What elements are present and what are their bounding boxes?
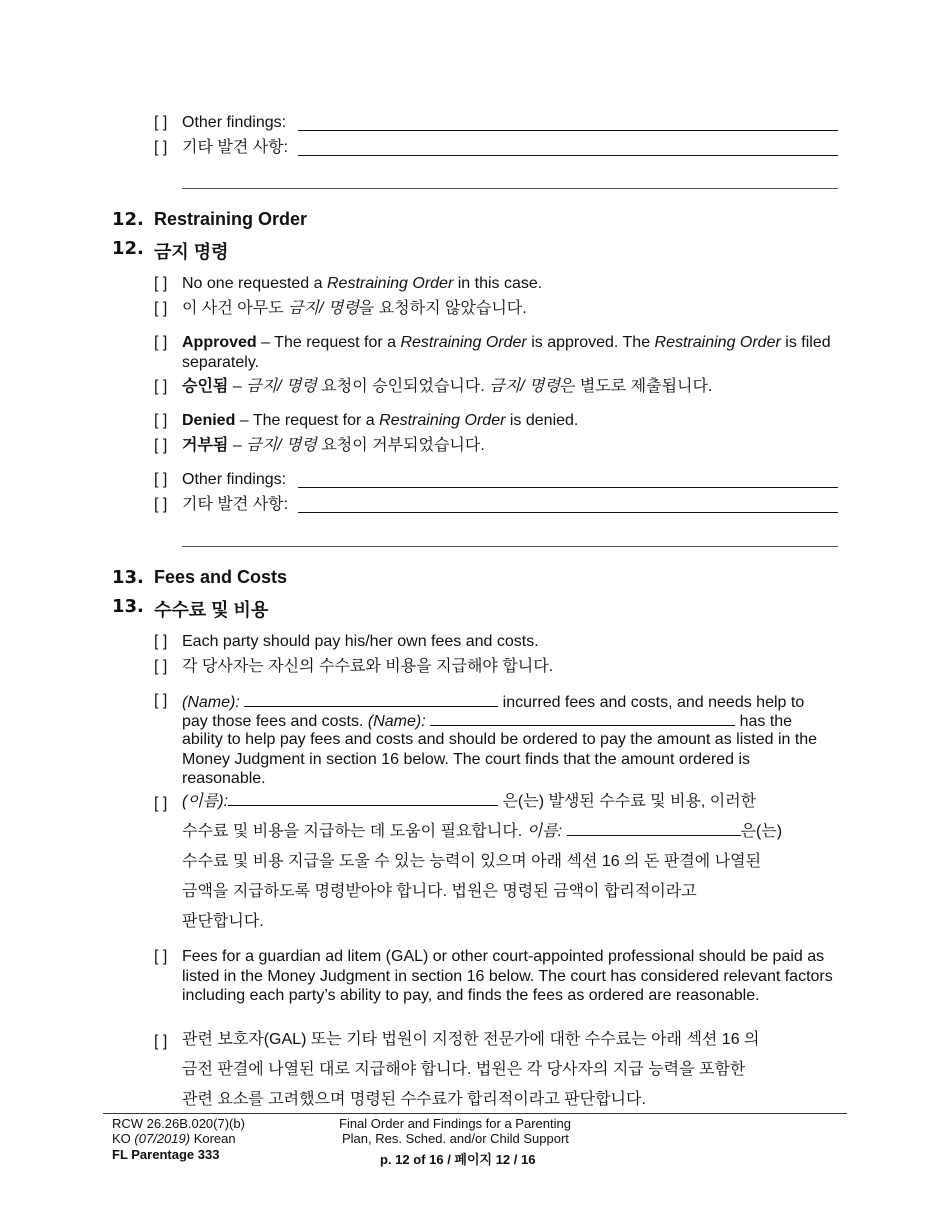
help-fees-ko-line3: 수수료 및 비용 지급을 도울 수 있는 능력이 있으며 아래 섹션 16 의 돈 판결에 나열된 <box>182 853 762 870</box>
gal-ko-line1: 관련 보호자(GAL) 또는 기타 법원이 지정한 전문가에 대한 수수료는 아래 섹션 16 의 <box>182 1031 760 1048</box>
other-findings-top-en-label: Other findings: <box>182 114 287 131</box>
gal-en-text: Fees for a guardian ad litem (GAL) or other court-appointed professional should be paid as listed in the Money Judgment in section 16 below. The court has considered relevant factors including each party’s ability to pay, and finds the fees as ordered are reasonable. <box>182 948 833 1004</box>
help-fees-ko-line1: (이름): 은(는) 발생된 수수료 및 비용, 이러한 <box>182 787 756 817</box>
separator-line <box>182 188 838 189</box>
checkbox-approved-en[interactable]: [ ] <box>154 334 168 351</box>
name-blank-2[interactable] <box>430 710 735 726</box>
section-12-number-ko: 12. <box>112 238 144 259</box>
checkbox-other-findings-top-en[interactable]: [ ] <box>154 114 168 131</box>
footer-ko-version: KO (07/2019) Korean <box>112 1131 236 1146</box>
section-13-title-ko: 수수료 및 비용 <box>154 600 269 620</box>
approved-ko-text: 승인됨 – 금지/ 명령 요청이 승인되었습니다. 금지/ 명령은 별도로 제출됩니다. <box>182 378 713 395</box>
no-restraining-ko-text: 이 사건 아무도 금지/ 명령을 요청하지 않았습니다. <box>182 300 527 317</box>
checkbox-gal-ko[interactable]: [ ] <box>154 1033 168 1050</box>
help-fees-en-line1: (Name): incurred fees and costs, and needs help to <box>182 691 804 713</box>
other-findings-top-en-blank[interactable] <box>298 116 838 131</box>
other-findings-12-ko-blank[interactable] <box>298 498 838 513</box>
footer-rcw: RCW 26.26B.020(7)(b) <box>112 1116 245 1131</box>
denied-en-text: Denied – The request for a Restraining Order is denied. <box>182 412 579 429</box>
checkbox-help-fees-en[interactable]: [ ] <box>154 692 168 709</box>
other-findings-12-en-blank[interactable] <box>298 473 838 488</box>
section-13-number-ko: 13. <box>112 596 144 617</box>
name-blank-ko-1[interactable] <box>228 790 498 806</box>
name-blank-ko-2[interactable] <box>567 820 741 836</box>
checkbox-denied-ko[interactable]: [ ] <box>154 437 168 454</box>
help-fees-en-rest: ability to help pay fees and costs and should be ordered to pay the amount as listed in the Money Judgment in section 16 below. The court finds that the amount ordered is reasonable. <box>182 731 818 787</box>
checkbox-no-restraining-ko[interactable]: [ ] <box>154 300 168 317</box>
footer-title-line1: Final Order and Findings for a Parenting <box>339 1116 571 1131</box>
approved-en-text: Approved – The request for a Restraining Order is approved. The Restraining Order is filed separately. <box>182 334 831 371</box>
other-findings-top-ko-label: 기타 발견 사항: <box>182 139 289 156</box>
gal-ko-line3: 관련 요소를 고려했으며 명령된 수수료가 합리적이라고 판단합니다. <box>182 1091 646 1108</box>
own-fees-en-text: Each party should pay his/her own fees and costs. <box>182 633 539 650</box>
help-fees-ko-line5: 판단합니다. <box>182 913 264 930</box>
footer-rule <box>103 1113 847 1114</box>
separator-line <box>182 546 838 547</box>
checkbox-other-findings-12-ko[interactable]: [ ] <box>154 496 168 513</box>
checkbox-other-findings-12-en[interactable]: [ ] <box>154 471 168 488</box>
checkbox-no-restraining-en[interactable]: [ ] <box>154 275 168 292</box>
help-fees-ko-line4: 금액을 지급하도록 명령받아야 합니다. 법원은 명령된 금액이 합리적이라고 <box>182 883 697 900</box>
own-fees-ko-text: 각 당사자는 자신의 수수료와 비용을 지급해야 합니다. <box>182 658 554 675</box>
footer-title-line2: Plan, Res. Sched. and/or Child Support <box>342 1131 569 1146</box>
section-12-number-en: 12. <box>112 209 144 230</box>
gal-ko-line2: 금전 판결에 나열된 대로 지급해야 합니다. 법원은 각 당사자의 지급 능력을 포함한 <box>182 1061 746 1078</box>
footer-form-id: FL Parentage 333 <box>112 1147 220 1162</box>
no-restraining-en-text: No one requested a Restraining Order in this case. <box>182 275 543 292</box>
checkbox-denied-en[interactable]: [ ] <box>154 412 168 429</box>
checkbox-own-fees-ko[interactable]: [ ] <box>154 658 168 675</box>
section-13-number-en: 13. <box>112 567 144 588</box>
name-blank-1[interactable] <box>244 691 498 707</box>
footer-page-number: p. 12 of 16 / 페이지 12 / 16 <box>380 1152 536 1167</box>
checkbox-gal-en[interactable]: [ ] <box>154 948 168 965</box>
other-findings-12-ko-label: 기타 발견 사항: <box>182 496 289 513</box>
checkbox-help-fees-ko[interactable]: [ ] <box>154 795 168 812</box>
other-findings-top-ko-blank[interactable] <box>298 141 838 156</box>
section-12-title-ko: 금지 명령 <box>154 242 229 262</box>
checkbox-own-fees-en[interactable]: [ ] <box>154 633 168 650</box>
denied-ko-text: 거부됨 – 금지/ 명령 요청이 거부되었습니다. <box>182 437 485 454</box>
checkbox-approved-ko[interactable]: [ ] <box>154 378 168 395</box>
help-fees-ko-line2: 수수료 및 비용을 지급하는 데 도움이 필요합니다. 이름: 은(는) <box>182 817 782 847</box>
section-12-title-en: Restraining Order <box>154 209 308 229</box>
checkbox-other-findings-top-ko[interactable]: [ ] <box>154 139 168 156</box>
help-fees-en-line2: pay those fees and costs. (Name): has the <box>182 710 792 732</box>
section-13-title-en: Fees and Costs <box>154 567 288 587</box>
other-findings-12-en-label: Other findings: <box>182 471 287 488</box>
